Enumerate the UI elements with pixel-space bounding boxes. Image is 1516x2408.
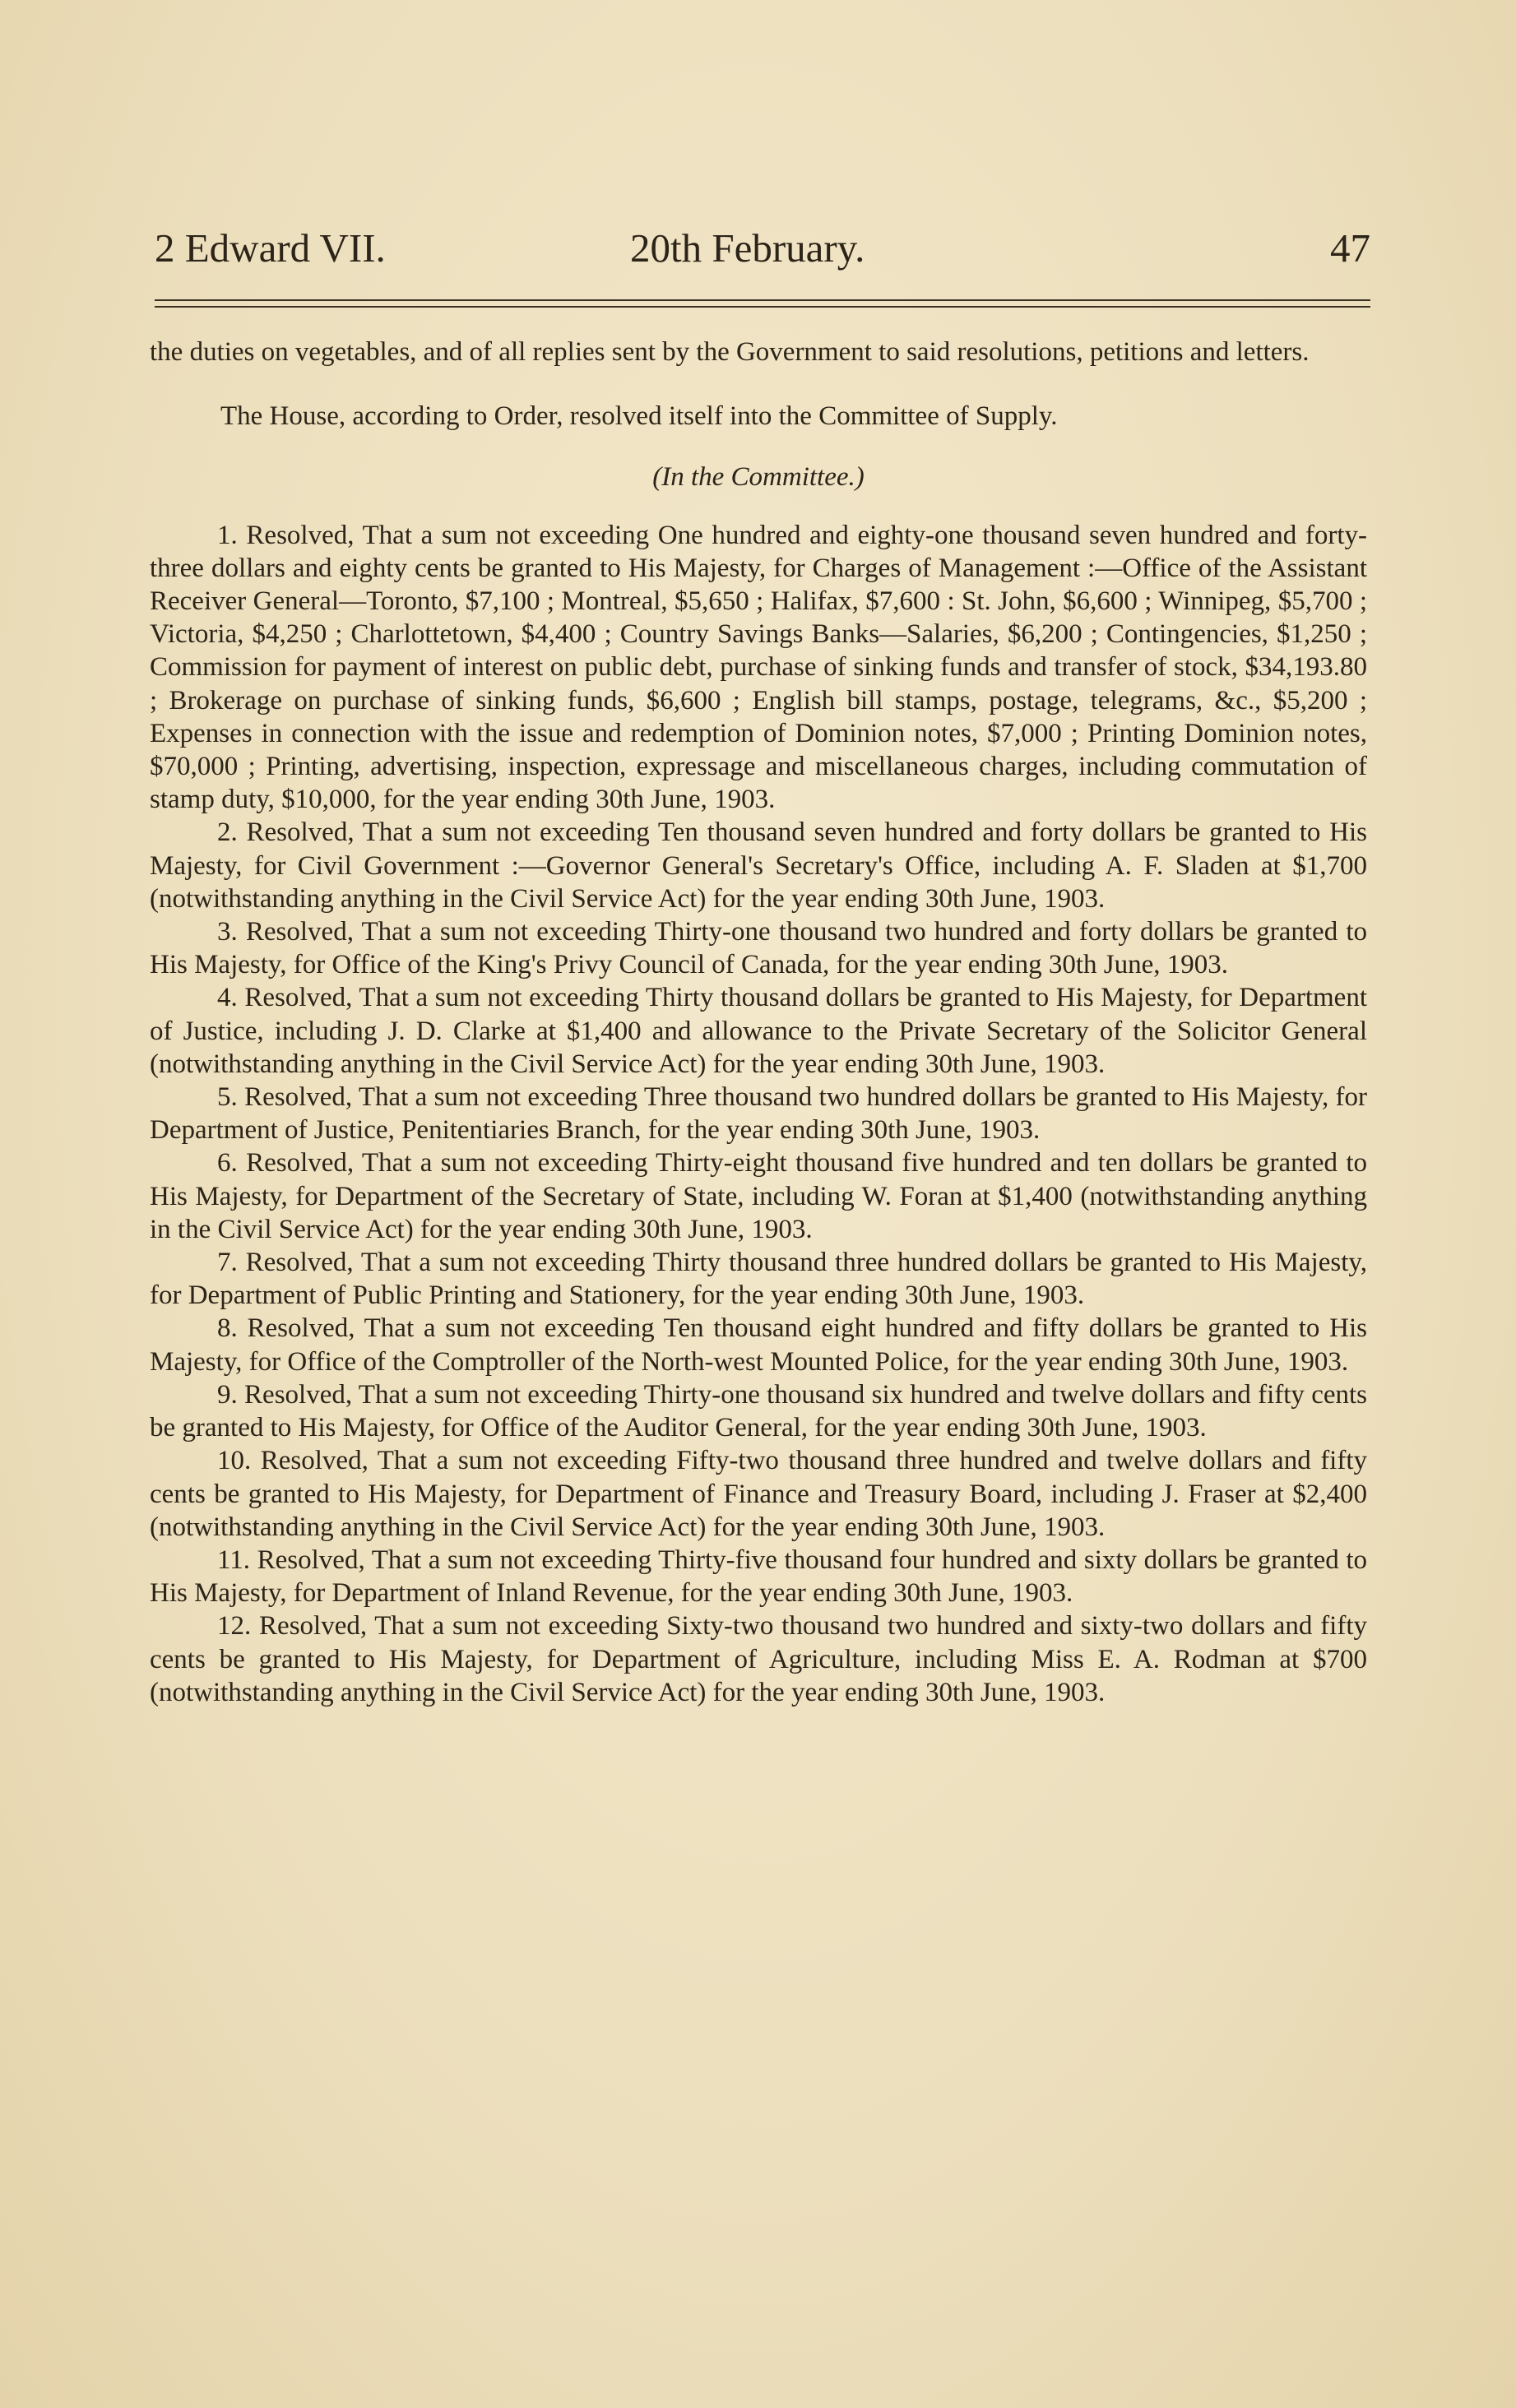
resolution-text: Resolved, That a sum not exceeding Ten thousand eight hundred and fifty dollars be granted to His Majesty, for Office of the Comptroller of the North-west Mounted Police, for the year ending 30th June, 1903.: [150, 1313, 1367, 1377]
resolution-number: 5.: [217, 1082, 238, 1113]
resolution-text: Resolved, That a sum not exceeding Thirty-one thousand six hundred and twelve dollars and fifty cents be granted to His Majesty, for Office of the Auditor General, for the year ending 30th June, 1903.: [150, 1379, 1368, 1443]
resolution-number: 12.: [217, 1611, 252, 1642]
resolution-number: 11.: [217, 1544, 251, 1575]
resolution-text: Resolved, That a sum not exceeding Thirty-one thousand two hundred and forty dollars be granted to His Majesty, for Office of the King's Privy Council of Canada, for the year ending 30th June, 1903.: [150, 917, 1367, 980]
resolution-text: Resolved, That a sum not exceeding Thirty thousand three hundred dollars be granted to His Majesty, for Department of Public Printing and Stationery, for the year ending 30th June, 1903.: [150, 1248, 1367, 1311]
resolution-paragraph: [150, 1609, 1367, 1709]
resolution-number: 3.: [217, 917, 238, 947]
intro-paragraph: the duties on vegetables, and of all replies sent by the Government to said resolutions, petitions and letters.: [150, 337, 1310, 367]
resolution-paragraph: [150, 915, 1367, 981]
header-rule: [155, 299, 1370, 308]
resolution-paragraph: [150, 1312, 1367, 1378]
resolution-text: Resolved, That a sum not exceeding One hundred and eighty-one thousand seven hundred and forty-three dollars and eighty cents be granted to His Majesty, for Charges of Management :—Office of the Assistant Receiver General—Toronto, $7,100 ; Montreal, $5,650 ; Halifax, $7,600 : St. John, $6,600 ; Winnipeg, $5,700 ; Victoria, $4,250 ; Charlottetown, $4,400 ; Country Savings Banks—Salaries, $6,200 ; Contingencies, $1,250 ; Commission for payment of interest on public debt, purchase of sinking funds and transfer of stock, $34,193.80 ; Brokerage on purchase of sinking funds, $6,600 ; English bill stamps, postage, telegrams, &c., $5,200 ; Expenses in connection with the issue and redemption of Dominion notes, $7,000 ; Printing Dominion notes, $70,000 ; Printing, advertising, inspection, expressage and miscellaneous charges, including commutation of stamp duty, $10,000, for the year ending 30th June, 1903.: [150, 520, 1368, 815]
resolution-text: Resolved, That a sum not exceeding Thirty-five thousand four hundred and sixty dollars be granted to His Majesty, for Department of Inland Revenue, for the year ending 30th June, 1903.: [150, 1544, 1368, 1609]
page-header: [155, 215, 1370, 281]
committee-heading: (In the Committee.): [652, 462, 865, 493]
resolution-paragraph: [150, 1544, 1367, 1609]
resolution-text: Resolved, That a sum not exceeding Fifty-two thousand three hundred and twelve dollars and fifty cents be granted to His Majesty, for Department of Finance and Treasury Board, including J. Fraser at $2,400 (notwithstanding anything in the Civil Service Act) for the year ending 30th June, 1903.: [150, 1446, 1368, 1542]
resolution-paragraph: [150, 1246, 1367, 1312]
regnal-year: 2 Edward VII.: [155, 225, 386, 271]
journal-body: [150, 336, 1367, 1709]
resolution-number: 8.: [217, 1313, 238, 1344]
resolution-number: 4.: [217, 983, 238, 1013]
resolution-paragraph: [150, 1081, 1367, 1146]
resolution-paragraph: [150, 1444, 1367, 1544]
resolution-paragraph: [150, 816, 1367, 915]
page-number: 47: [1330, 225, 1370, 271]
resolution-text: Resolved, That a sum not exceeding Thirty-eight thousand five hundred and ten dollars be granted to His Majesty, for Department of the Secretary of State, including W. Foran at $1,400 (notwithstanding anything in the Civil Service Act) for the year ending 30th June, 1903.: [150, 1148, 1367, 1244]
resolution-text: Resolved, That a sum not exceeding Sixty-two thousand two hundred and sixty-two dollars and fifty cents be granted to His Majesty, for Department of Agriculture, including Miss E. A. Rodman at $700 (notwithstanding anything in the Civil Service Act) for the year ending 30th June, 1903.: [150, 1611, 1368, 1707]
resolution-paragraph: [150, 1378, 1367, 1444]
resolution-number: 2.: [217, 817, 238, 848]
resolution-number: 10.: [217, 1446, 252, 1476]
house-statement: The House, according to Order, resolved itself into the Committee of Supply.: [220, 401, 1058, 432]
resolution-number: 9.: [217, 1379, 238, 1410]
resolution-text: Resolved, That a sum not exceeding Three thousand two hundred dollars be granted to His Majesty, for Department of Justice, Penitentiaries Branch, for the year ending 30th June, 1903.: [150, 1082, 1367, 1146]
resolution-paragraph: [150, 981, 1367, 1081]
resolution-paragraph: [150, 1146, 1367, 1246]
resolutions-list: [150, 519, 1367, 1709]
resolution-number: 6.: [217, 1148, 238, 1179]
resolution-number: 1.: [217, 520, 238, 550]
resolution-number: 7.: [217, 1248, 238, 1278]
resolution-text: Resolved, That a sum not exceeding Ten thousand seven hundred and forty dollars be granted to His Majesty, for Civil Government :—Governor General's Secretary's Office, including A. F. Sladen at $1,700 (notwithstanding anything in the Civil Service Act) for the year ending 30th June, 1903.: [150, 817, 1368, 914]
resolution-paragraph: [150, 519, 1367, 817]
sitting-date: 20th February.: [630, 225, 865, 271]
resolution-text: Resolved, That a sum not exceeding Thirty thousand dollars be granted to His Majesty, for Department of Justice, including J. D. Clarke at $1,400 and allowance to the Private Secretary of the Solicitor General (notwithstanding anything in the Civil Service Act) for the year ending 30th June, 1903.: [150, 983, 1368, 1079]
